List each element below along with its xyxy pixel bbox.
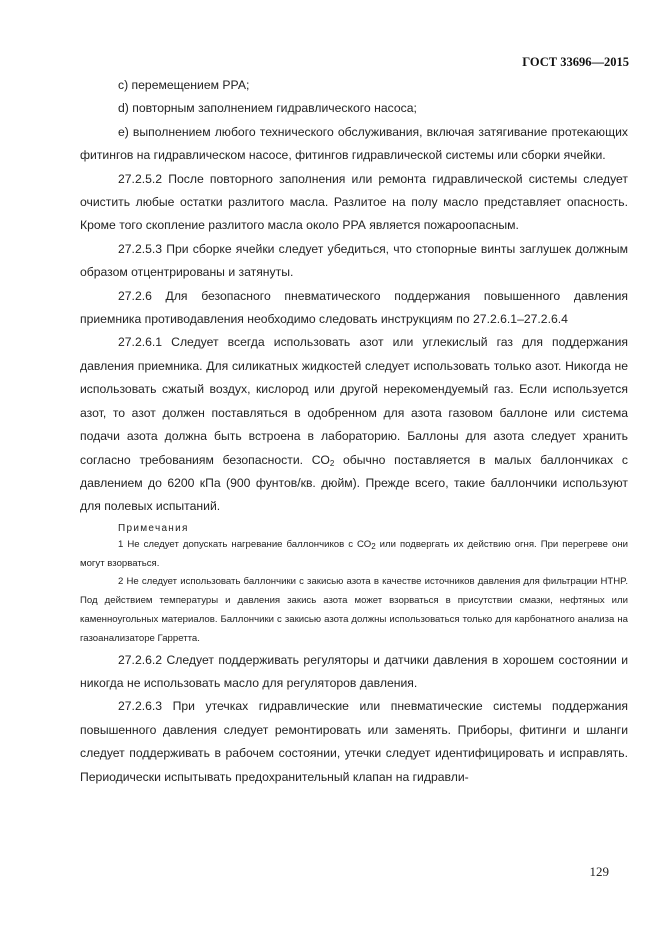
list-item-e: e) выполнением любого технического обслуживания, включая затягивание протекающих фитингов на гидравлическом насосе, фитингов гидравлической системы или сборки ячейки. — [80, 124, 628, 163]
page-number: 129 — [589, 864, 609, 879]
subscript: 2 — [329, 458, 335, 468]
clause-text: 27.2.6.1 Следует всегда использовать азот или углекислый газ для поддержания давления приемника. Для силикатных жидкостей следует использовать только азот. Никогда не использовать сжатый воздух, кислород или другой нерекомендуемый газ. Если используется азот, то азот должен поставляться в одобренном для азота газовом баллоне или система подачи азота должна быть встроена в лабораторию. Баллоны для азота следует хранить согласно требованиям безопасности. СО — [80, 335, 628, 467]
subscript: 2 — [371, 541, 376, 551]
list-item-c: c) перемещением РРА; — [118, 78, 250, 92]
clause-27-2-5-2: 27.2.5.2 После повторного заполнения или ремонта гидравлической системы следует очистить любые остатки разлитого масла. Разлитое на полу масло представляет опасность. Кроме того скопление разлитого масла около РРА является пожароопасным. — [80, 171, 628, 233]
note-1 — [80, 536, 628, 574]
notes-heading: Примечания — [118, 522, 189, 534]
clause-27-2-6-2: 27.2.6.2 Следует поддерживать регуляторы и датчики давления в хорошем состоянии и никогда не использовать масло для регуляторов давления. — [80, 652, 628, 690]
note-text: 1 Не следует допускать нагревание баллончиков с СО — [118, 538, 372, 550]
clause-27-2-6: 27.2.6 Для безопасного пневматического поддержания повышенного давления приемника противодавления необходимо следовать инструкциям по 27.2.6.1–27.2.6.4 — [80, 288, 628, 327]
standard-header: ГОСТ 33696—2015 — [522, 55, 629, 69]
clause-27-2-5-3: 27.2.5.3 При сборке ячейки следует убедиться, что стопорные винты заглушек должным образом отцентрированы и затянуты. — [80, 241, 628, 280]
document-body — [80, 74, 628, 789]
note-text: или подвергать их действию огня. При перегреве они могут взорваться. — [80, 538, 628, 569]
clause-27-2-6-3: 27.2.6.3 При утечках гидравлические или пневматические системы поддержания повышенного давления следует ремонтировать или заменять. Приборы, фитинги и шланги следует поддерживать в рабочем состоянии, утечки следует идентифицировать и исправлять. Периодически испытывать предохранительный клапан на гидравли- — [80, 699, 628, 784]
clause-text: обычно поставляется в малых баллончиках с давлением до 6200 кПа (900 фунтов/кв. дюйм). Прежде всего, такие баллончики используют для полевых испытаний. — [80, 452, 628, 514]
list-item-d: d) повторным заполнением гидравлического насоса; — [118, 101, 417, 116]
clause-27-2-6-1 — [80, 331, 628, 518]
note-2: 2 Не следует использовать баллончики с закисью азота в качестве источников давления для фильтрации HTHP. Под действием температуры и давления закись азота может взорваться в присутствии смазки, нефтяных или каменноугольных материалов. Баллончики с закисью азота должны использоваться только для карбонатного анализа на газоанализаторе Гарретта. — [80, 576, 628, 644]
